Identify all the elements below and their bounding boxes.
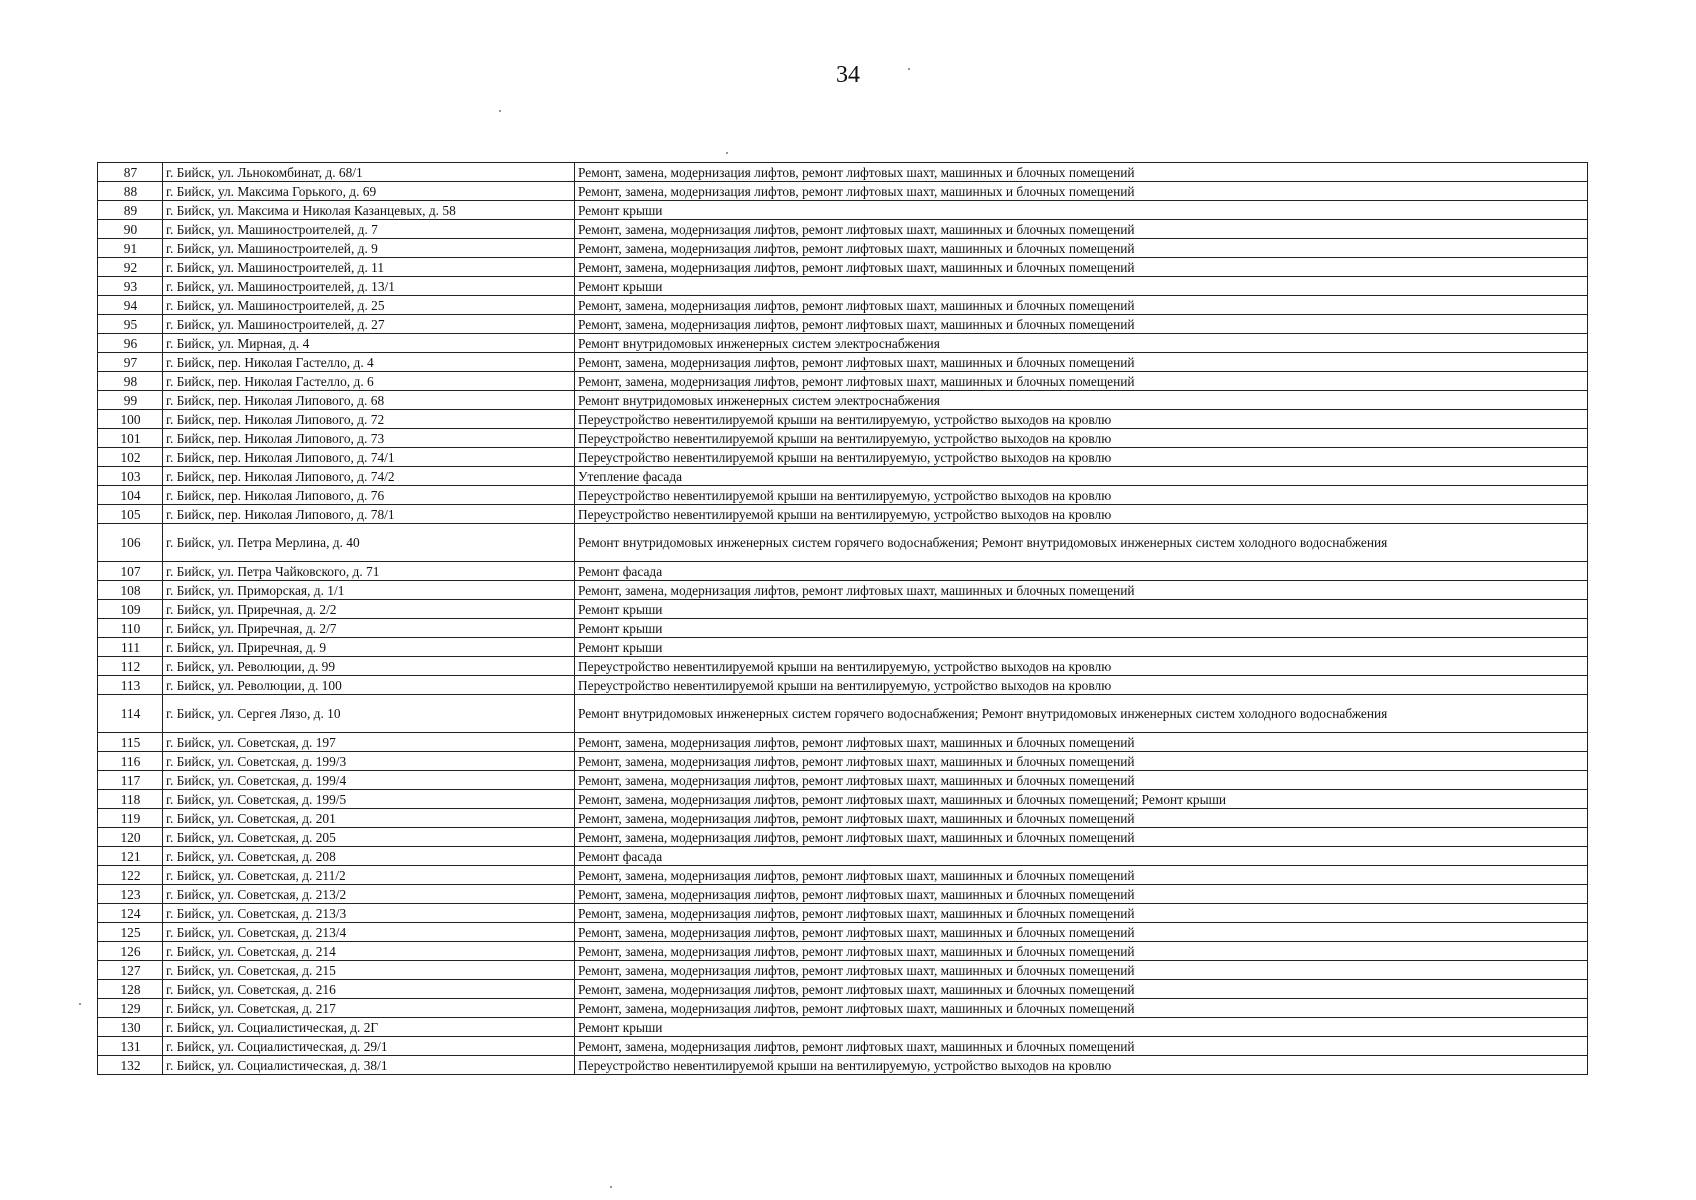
row-number-cell: 93 — [98, 277, 163, 296]
row-number-cell: 124 — [98, 904, 163, 923]
address-cell: г. Бийск, ул. Машиностроителей, д. 13/1 — [163, 277, 575, 296]
table-body — [98, 163, 1588, 1075]
row-number-cell: 113 — [98, 676, 163, 695]
table-row — [98, 676, 1588, 695]
table-row — [98, 809, 1588, 828]
address-cell: г. Бийск, ул. Советская, д. 208 — [163, 847, 575, 866]
row-number-cell: 92 — [98, 258, 163, 277]
address-cell: г. Бийск, ул. Советская, д. 213/2 — [163, 885, 575, 904]
row-number-cell: 125 — [98, 923, 163, 942]
work-type-cell: Ремонт, замена, модернизация лифтов, ремонт лифтовых шахт, машинных и блочных помещений — [575, 581, 1588, 600]
work-type-cell: Переустройство невентилируемой крыши на вентилируемую, устройство выходов на кровлю — [575, 448, 1588, 467]
table-row — [98, 619, 1588, 638]
work-type-cell: Ремонт, замена, модернизация лифтов, ремонт лифтовых шахт, машинных и блочных помещений — [575, 220, 1588, 239]
work-type-cell: Ремонт крыши — [575, 638, 1588, 657]
address-cell: г. Бийск, ул. Советская, д. 197 — [163, 733, 575, 752]
table-row — [98, 828, 1588, 847]
table-row — [98, 790, 1588, 809]
address-cell: г. Бийск, пер. Николая Гастелло, д. 6 — [163, 372, 575, 391]
table-row — [98, 847, 1588, 866]
address-cell: г. Бийск, пер. Николая Липового, д. 73 — [163, 429, 575, 448]
row-number-cell: 94 — [98, 296, 163, 315]
row-number-cell: 102 — [98, 448, 163, 467]
row-number-cell: 106 — [98, 524, 163, 562]
row-number-cell: 112 — [98, 657, 163, 676]
row-number-cell: 117 — [98, 771, 163, 790]
table-row — [98, 429, 1588, 448]
table-row — [98, 904, 1588, 923]
work-type-cell: Ремонт, замена, модернизация лифтов, ремонт лифтовых шахт, машинных и блочных помещений — [575, 182, 1588, 201]
table-row — [98, 980, 1588, 999]
work-type-cell: Утепление фасада — [575, 467, 1588, 486]
address-cell: г. Бийск, ул. Советская, д. 199/4 — [163, 771, 575, 790]
row-number-cell: 119 — [98, 809, 163, 828]
table-row — [98, 467, 1588, 486]
row-number-cell: 111 — [98, 638, 163, 657]
address-cell: г. Бийск, пер. Николая Липового, д. 76 — [163, 486, 575, 505]
work-type-cell: Ремонт, замена, модернизация лифтов, ремонт лифтовых шахт, машинных и блочных помещений — [575, 239, 1588, 258]
row-number-cell: 96 — [98, 334, 163, 353]
work-type-cell: Ремонт, замена, модернизация лифтов, ремонт лифтовых шахт, машинных и блочных помещений — [575, 372, 1588, 391]
address-cell: г. Бийск, пер. Николая Липового, д. 68 — [163, 391, 575, 410]
table-row — [98, 942, 1588, 961]
row-number-cell: 115 — [98, 733, 163, 752]
work-type-cell: Ремонт, замена, модернизация лифтов, ремонт лифтовых шахт, машинных и блочных помещений — [575, 923, 1588, 942]
row-number-cell: 98 — [98, 372, 163, 391]
work-type-cell: Ремонт крыши — [575, 201, 1588, 220]
table-row — [98, 581, 1588, 600]
work-type-cell: Ремонт, замена, модернизация лифтов, ремонт лифтовых шахт, машинных и блочных помещений — [575, 904, 1588, 923]
work-type-cell: Ремонт, замена, модернизация лифтов, ремонт лифтовых шахт, машинных и блочных помещений — [575, 296, 1588, 315]
address-cell: г. Бийск, ул. Революции, д. 100 — [163, 676, 575, 695]
work-type-cell: Ремонт, замена, модернизация лифтов, ремонт лифтовых шахт, машинных и блочных помещений — [575, 315, 1588, 334]
table-row — [98, 239, 1588, 258]
work-type-cell: Ремонт, замена, модернизация лифтов, ремонт лифтовых шахт, машинных и блочных помещений — [575, 866, 1588, 885]
address-cell: г. Бийск, ул. Советская, д. 199/5 — [163, 790, 575, 809]
row-number-cell: 89 — [98, 201, 163, 220]
row-number-cell: 116 — [98, 752, 163, 771]
row-number-cell: 95 — [98, 315, 163, 334]
address-cell: г. Бийск, ул. Советская, д. 215 — [163, 961, 575, 980]
address-cell: г. Бийск, пер. Николая Липового, д. 74/2 — [163, 467, 575, 486]
table-row — [98, 315, 1588, 334]
address-cell: г. Бийск, ул. Советская, д. 216 — [163, 980, 575, 999]
row-number-cell: 109 — [98, 600, 163, 619]
table-row — [98, 562, 1588, 581]
table-row — [98, 163, 1588, 182]
work-type-cell: Переустройство невентилируемой крыши на вентилируемую, устройство выходов на кровлю — [575, 486, 1588, 505]
address-cell: г. Бийск, пер. Николая Липового, д. 72 — [163, 410, 575, 429]
table-row — [98, 752, 1588, 771]
address-cell: г. Бийск, ул. Льнокомбинат, д. 68/1 — [163, 163, 575, 182]
table-row — [98, 277, 1588, 296]
address-cell: г. Бийск, ул. Приморская, д. 1/1 — [163, 581, 575, 600]
table-row — [98, 1037, 1588, 1056]
row-number-cell: 88 — [98, 182, 163, 201]
table-row — [98, 657, 1588, 676]
address-cell: г. Бийск, ул. Революции, д. 99 — [163, 657, 575, 676]
table-row — [98, 201, 1588, 220]
address-cell: г. Бийск, ул. Машиностроителей, д. 7 — [163, 220, 575, 239]
row-number-cell: 121 — [98, 847, 163, 866]
table-row — [98, 505, 1588, 524]
work-type-cell: Ремонт, замена, модернизация лифтов, ремонт лифтовых шахт, машинных и блочных помещений — [575, 258, 1588, 277]
table-row — [98, 524, 1588, 562]
address-cell: г. Бийск, ул. Максима Горького, д. 69 — [163, 182, 575, 201]
table-row — [98, 410, 1588, 429]
work-type-cell: Ремонт крыши — [575, 619, 1588, 638]
row-number-cell: 129 — [98, 999, 163, 1018]
table-row — [98, 296, 1588, 315]
address-cell: г. Бийск, ул. Машиностроителей, д. 25 — [163, 296, 575, 315]
address-cell: г. Бийск, ул. Советская, д. 201 — [163, 809, 575, 828]
work-type-cell: Переустройство невентилируемой крыши на вентилируемую, устройство выходов на кровлю — [575, 1056, 1588, 1075]
row-number-cell: 97 — [98, 353, 163, 372]
row-number-cell: 103 — [98, 467, 163, 486]
table-row — [98, 448, 1588, 467]
table-row — [98, 353, 1588, 372]
row-number-cell: 99 — [98, 391, 163, 410]
work-type-cell: Переустройство невентилируемой крыши на вентилируемую, устройство выходов на кровлю — [575, 676, 1588, 695]
work-type-cell: Ремонт, замена, модернизация лифтов, ремонт лифтовых шахт, машинных и блочных помещений — [575, 752, 1588, 771]
address-cell: г. Бийск, ул. Петра Мерлина, д. 40 — [163, 524, 575, 562]
scan-speck — [610, 1186, 612, 1188]
row-number-cell: 126 — [98, 942, 163, 961]
row-number-cell: 118 — [98, 790, 163, 809]
work-type-cell: Ремонт, замена, модернизация лифтов, ремонт лифтовых шахт, машинных и блочных помещений — [575, 828, 1588, 847]
work-type-cell: Ремонт, замена, модернизация лифтов, ремонт лифтовых шахт, машинных и блочных помещений — [575, 980, 1588, 999]
scan-speck — [908, 68, 910, 70]
table-row — [98, 391, 1588, 410]
address-cell: г. Бийск, ул. Советская, д. 213/4 — [163, 923, 575, 942]
work-type-cell: Переустройство невентилируемой крыши на вентилируемую, устройство выходов на кровлю — [575, 410, 1588, 429]
table-row — [98, 1018, 1588, 1037]
row-number-cell: 108 — [98, 581, 163, 600]
row-number-cell: 132 — [98, 1056, 163, 1075]
work-type-cell: Переустройство невентилируемой крыши на вентилируемую, устройство выходов на кровлю — [575, 505, 1588, 524]
scan-speck — [79, 1003, 81, 1005]
row-number-cell: 131 — [98, 1037, 163, 1056]
row-number-cell: 122 — [98, 866, 163, 885]
work-type-cell: Ремонт, замена, модернизация лифтов, ремонт лифтовых шахт, машинных и блочных помещений — [575, 809, 1588, 828]
work-type-cell: Ремонт крыши — [575, 600, 1588, 619]
row-number-cell: 104 — [98, 486, 163, 505]
address-cell: г. Бийск, ул. Петра Чайковского, д. 71 — [163, 562, 575, 581]
work-type-cell: Ремонт, замена, модернизация лифтов, ремонт лифтовых шахт, машинных и блочных помещений — [575, 353, 1588, 372]
work-type-cell: Ремонт, замена, модернизация лифтов, ремонт лифтовых шахт, машинных и блочных помещений — [575, 1037, 1588, 1056]
address-cell: г. Бийск, пер. Николая Липового, д. 78/1 — [163, 505, 575, 524]
table-row — [98, 771, 1588, 790]
work-type-cell: Ремонт, замена, модернизация лифтов, ремонт лифтовых шахт, машинных и блочных помещений — [575, 885, 1588, 904]
work-type-cell: Ремонт крыши — [575, 277, 1588, 296]
address-cell: г. Бийск, ул. Приречная, д. 9 — [163, 638, 575, 657]
row-number-cell: 110 — [98, 619, 163, 638]
work-type-cell: Ремонт крыши — [575, 1018, 1588, 1037]
work-type-cell: Ремонт, замена, модернизация лифтов, ремонт лифтовых шахт, машинных и блочных помещений — [575, 733, 1588, 752]
address-cell: г. Бийск, ул. Советская, д. 214 — [163, 942, 575, 961]
address-cell: г. Бийск, ул. Машиностроителей, д. 9 — [163, 239, 575, 258]
work-type-cell: Ремонт, замена, модернизация лифтов, ремонт лифтовых шахт, машинных и блочных помещений — [575, 999, 1588, 1018]
work-type-cell: Ремонт, замена, модернизация лифтов, ремонт лифтовых шахт, машинных и блочных помещений — [575, 163, 1588, 182]
row-number-cell: 114 — [98, 695, 163, 733]
address-cell: г. Бийск, ул. Советская, д. 205 — [163, 828, 575, 847]
table-row — [98, 372, 1588, 391]
address-cell: г. Бийск, ул. Советская, д. 213/3 — [163, 904, 575, 923]
work-type-cell: Переустройство невентилируемой крыши на вентилируемую, устройство выходов на кровлю — [575, 429, 1588, 448]
address-cell: г. Бийск, ул. Социалистическая, д. 2Г — [163, 1018, 575, 1037]
table-row — [98, 885, 1588, 904]
repair-register-table — [97, 162, 1588, 1075]
scan-speck — [499, 110, 501, 112]
address-cell: г. Бийск, ул. Сергея Лязо, д. 10 — [163, 695, 575, 733]
table-row — [98, 1056, 1588, 1075]
address-cell: г. Бийск, ул. Приречная, д. 2/2 — [163, 600, 575, 619]
row-number-cell: 87 — [98, 163, 163, 182]
address-cell: г. Бийск, пер. Николая Гастелло, д. 4 — [163, 353, 575, 372]
table-row — [98, 733, 1588, 752]
table-row — [98, 695, 1588, 733]
row-number-cell: 128 — [98, 980, 163, 999]
address-cell: г. Бийск, ул. Советская, д. 217 — [163, 999, 575, 1018]
table-row — [98, 258, 1588, 277]
address-cell: г. Бийск, ул. Социалистическая, д. 38/1 — [163, 1056, 575, 1075]
address-cell: г. Бийск, ул. Максима и Николая Казанцевых, д. 58 — [163, 201, 575, 220]
table-row — [98, 638, 1588, 657]
work-type-cell: Ремонт фасада — [575, 562, 1588, 581]
work-type-cell: Ремонт внутридомовых инженерных систем горячего водоснабжения; Ремонт внутридомовых инженерных систем холодного водоснабжения — [575, 524, 1588, 562]
work-type-cell: Ремонт, замена, модернизация лифтов, ремонт лифтовых шахт, машинных и блочных помещений — [575, 771, 1588, 790]
address-cell: г. Бийск, ул. Советская, д. 211/2 — [163, 866, 575, 885]
table-row — [98, 961, 1588, 980]
address-cell: г. Бийск, ул. Советская, д. 199/3 — [163, 752, 575, 771]
row-number-cell: 100 — [98, 410, 163, 429]
table-row — [98, 999, 1588, 1018]
row-number-cell: 127 — [98, 961, 163, 980]
table-row — [98, 923, 1588, 942]
address-cell: г. Бийск, ул. Машиностроителей, д. 27 — [163, 315, 575, 334]
address-cell: г. Бийск, ул. Машиностроителей, д. 11 — [163, 258, 575, 277]
address-cell: г. Бийск, ул. Приречная, д. 2/7 — [163, 619, 575, 638]
work-type-cell: Ремонт внутридомовых инженерных систем горячего водоснабжения; Ремонт внутридомовых инженерных систем холодного водоснабжения — [575, 695, 1588, 733]
row-number-cell: 123 — [98, 885, 163, 904]
address-cell: г. Бийск, пер. Николая Липового, д. 74/1 — [163, 448, 575, 467]
work-type-cell: Ремонт, замена, модернизация лифтов, ремонт лифтовых шахт, машинных и блочных помещений — [575, 942, 1588, 961]
work-type-cell: Ремонт, замена, модернизация лифтов, ремонт лифтовых шахт, машинных и блочных помещений; Ремонт крыши — [575, 790, 1588, 809]
address-cell: г. Бийск, ул. Мирная, д. 4 — [163, 334, 575, 353]
table-row — [98, 600, 1588, 619]
work-type-cell: Ремонт фасада — [575, 847, 1588, 866]
row-number-cell: 130 — [98, 1018, 163, 1037]
table-row — [98, 220, 1588, 239]
work-type-cell: Переустройство невентилируемой крыши на вентилируемую, устройство выходов на кровлю — [575, 657, 1588, 676]
row-number-cell: 90 — [98, 220, 163, 239]
table-row — [98, 486, 1588, 505]
row-number-cell: 107 — [98, 562, 163, 581]
page-number: 34 — [836, 62, 860, 88]
table-row — [98, 866, 1588, 885]
row-number-cell: 101 — [98, 429, 163, 448]
row-number-cell: 105 — [98, 505, 163, 524]
row-number-cell: 91 — [98, 239, 163, 258]
table-row — [98, 182, 1588, 201]
row-number-cell: 120 — [98, 828, 163, 847]
address-cell: г. Бийск, ул. Социалистическая, д. 29/1 — [163, 1037, 575, 1056]
work-type-cell: Ремонт, замена, модернизация лифтов, ремонт лифтовых шахт, машинных и блочных помещений — [575, 961, 1588, 980]
scan-speck — [726, 152, 728, 154]
work-type-cell: Ремонт внутридомовых инженерных систем электроснабжения — [575, 334, 1588, 353]
table-row — [98, 334, 1588, 353]
work-type-cell: Ремонт внутридомовых инженерных систем электроснабжения — [575, 391, 1588, 410]
